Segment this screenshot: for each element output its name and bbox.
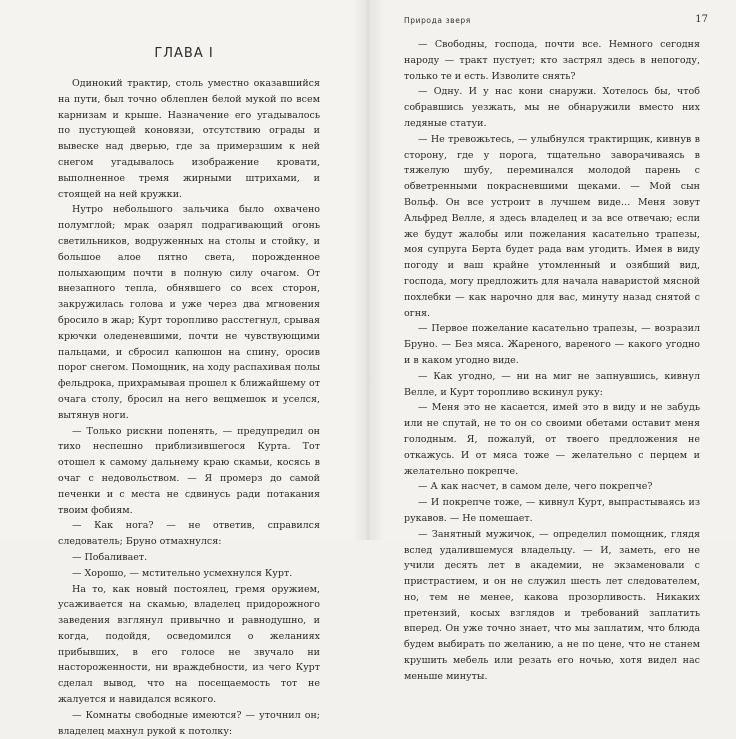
paragraph: — Первое пожелание касательно трапезы, — возразил Бруно. — Без мяса. Жареного, вареного — какого угодно и в каком угодно виде. — [404, 323, 700, 366]
paragraph: — Не тревожьтесь, — улыбнулся трактирщик, кивнув в сторону, где у порога, тщательно заворачиваясь в тяжелую шубу, переминался молодой парень с обветренными покрасневшими щеками. — Мой сын Вольф. Он все устроит в лучшем виде… Меня зовут Альфред Велле, я здесь владелец и за все отвечаю; если же будут жалобы или пожелания касательно трапезы, моя супруга Берта будет рада вам угодить. Имея в виду погоду и ваш крайне утомленный и озябший вид, господа, могу предложить для начала наваристой мясной похлебки — как нарочно для вас, минуту назад снятой с огня. — [404, 133, 700, 319]
right-page-text — [404, 37, 700, 685]
paragraph: — Занятный мужичок, — определил помощник, глядя вслед удалившемуся владельцу. — И, заметь, его не учили десять лет в академии, не экзаменовали с пристрастием, и он не служил шесть лет следователем, но, тем не менее, какова прозорливость. Никаких претензий, косых взглядов и требований заплатить вперед. Он уже точно знает, что мы заплатим, что блюда будем выбирать по желанию, а не по цене, что не станем крушить мебель или резать его ночью, хотя видел нас меньше минуты. — [404, 528, 700, 682]
paragraph: — Хорошо, — мстительно усмехнулся Курт. — [72, 567, 293, 579]
left-page-text — [58, 76, 320, 739]
paragraph: — Побаливает. — [72, 551, 148, 563]
paragraph: — Только рискни попенять, — предупредил он тихо неспешно приблизившегося Курта. Тот отошел к самому дальнему краю скамьи, косясь в очаг с недовольством. — Я промерз до самой печенки и с места не сдвинусь ради потакания твоим фобиям. — [58, 425, 320, 516]
paragraph: — Одну. И у нас кони снаружи. Хотелось бы, чтоб собравшись уезжать, мы не обнаружили вместо них ледяные статуи. — [404, 86, 700, 129]
book-gutter — [352, 0, 384, 540]
paragraph: Одинокий трактир, столь уместно оказавшийся на пути, был точно облеплен белой мукой по всем карнизам и крыше. Назначение его угадывалось по пустующей коновязи, отсутствию ограды и вывеске над дверью, где за примерзшим к ней снегом угадывалось изображение кровати, выполненное тремя жирными штрихами, и стоящей на ней кружки. — [58, 78, 320, 200]
left-page — [0, 0, 368, 737]
paragraph: — И покрепче тоже, — кивнул Курт, выпрастываясь из рукавов. — Не помешает. — [404, 497, 700, 524]
paragraph: Нутро небольшого зальчика было охвачено полумглой; мрак озарял подрагивающий огонь светильников, водруженных на столы и стойку, и большое алое пятно света, порожденное полыхающим почти в полную силу очагом. От внезапного тепла, обнявшего со всех сторон, закружилась голова и уже через два мгновения бросило в жар; Курт торопливо расстегнул, срывая крючки оледеневшими, почти не чувствующими пальцами, и сбросил капюшон на спину, оросив порог снегом. Помощник, на ходу распахивая полы фельдрока, прихрамывая прошел к ближайшему от очага столу, бросил на него вещмешок и уселся, вытянув ноги. — [58, 204, 320, 421]
paragraph: — Как угодно, — ни на миг не запнувшись, кивнул Велле, и Курт торопливо вскинул руку: — [404, 370, 700, 398]
paragraph: На то, как новый постоялец, гремя оружием, усаживается на скамью, владелец придорожного заведения взглянул привычно и равнодушно, и когда, подойдя, осведомился о желаниях прибывших, в его голосе не звучало ни настороженности, ни враждебности, из чего Курт сделал вывод, что на посещаемость тот не жалуется и навидался всякого. — [58, 583, 320, 706]
page-number: 17 — [695, 14, 708, 25]
running-head: Природа зверя — [404, 16, 471, 25]
paragraph: — Комнаты свободные имеются? — уточнил он; владелец махнул рукой к потолку: — [58, 709, 320, 737]
paragraph: — Свободны, господа, почти все. Немного сегодня народу — тракт пустует; кто застрял здесь в непогоду, только те и есть. Изволите снять? — [404, 39, 700, 82]
paragraph: — Как нога? — не ответив, справился следователь; Бруно отмахнулся: — [58, 520, 320, 548]
chapter-title: ГЛАВА I — [154, 46, 214, 61]
paragraph: — Меня это не касается, имей это в виду и не забудь или не спутай, не то он со своими обетами оставит меня голодным. Я, пожалуй, от твоего предложения не откажусь. И от мяса тоже — желательно с перцем и желательно покрепче. — [404, 402, 700, 477]
right-page — [368, 0, 736, 682]
paragraph: — А как насчет, в самом деле, чего покрепче? — [418, 481, 653, 493]
